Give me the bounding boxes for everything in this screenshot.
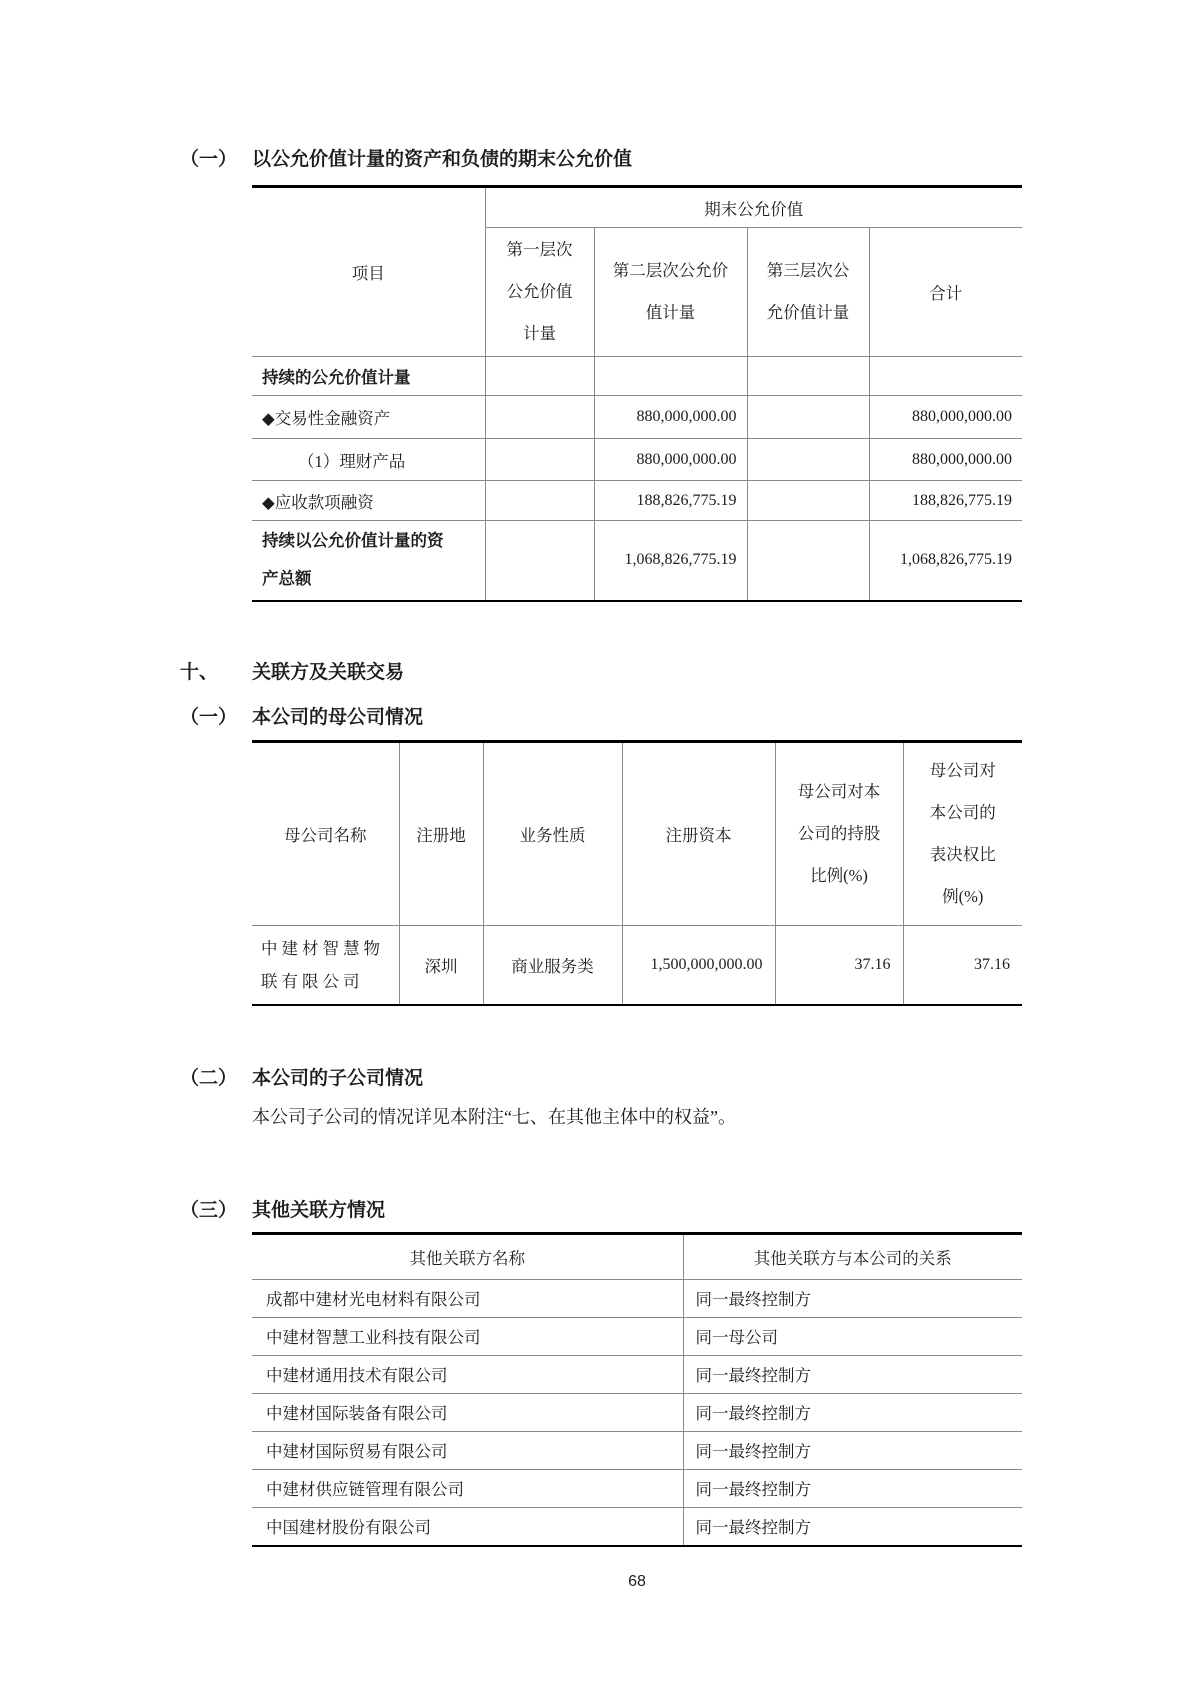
cell-level1 <box>485 439 594 481</box>
cell-level1 <box>485 396 594 439</box>
table-header-row <box>252 187 1022 228</box>
row-label: ◆交易性金融资产 <box>252 396 485 439</box>
cell-related-party-name: 中建材国际装备有限公司 <box>252 1393 683 1431</box>
page-number: 68 <box>628 1572 646 1590</box>
section-title: 关联方及关联交易 <box>252 661 405 683</box>
table-header-row <box>252 1233 1022 1279</box>
cell-related-party-name: 中建材供应链管理有限公司 <box>252 1469 683 1507</box>
section-title: 其他关联方情况 <box>252 1199 386 1221</box>
cell-level1 <box>485 481 594 521</box>
cell-level2: 880,000,000.00 <box>594 396 747 439</box>
header-level2: 第二层次公允价 值计量 <box>594 228 747 357</box>
cell-level2 <box>594 357 747 396</box>
table-row <box>252 925 1022 1005</box>
cell-related-party-name: 成都中建材光电材料有限公司 <box>252 1279 683 1317</box>
cell-level3 <box>747 521 869 601</box>
section-label: （二） <box>180 1067 238 1089</box>
section-label: （三） <box>180 1199 238 1221</box>
cell-relationship: 同一最终控制方 <box>683 1279 1022 1317</box>
table-row <box>252 439 1022 481</box>
section-label: 十、 <box>180 661 219 683</box>
section-heading-parent-company <box>180 705 1200 731</box>
header-level3: 第三层次公 允价值计量 <box>747 228 869 357</box>
subsidiaries-note-text: 本公司子公司的情况详见本附注“七、在其他主体中的权益”。 <box>252 1106 736 1127</box>
cell-registration-place: 深圳 <box>399 925 483 1005</box>
cell-relationship: 同一最终控制方 <box>683 1469 1022 1507</box>
cell-total: 1,068,826,775.19 <box>869 521 1022 601</box>
table-header-row <box>252 741 1022 925</box>
cell-level2: 1,068,826,775.19 <box>594 521 747 601</box>
header-business-nature: 业务性质 <box>483 741 622 925</box>
header-registration-place: 注册地 <box>399 741 483 925</box>
header-parent-name: 母公司名称 <box>252 741 399 925</box>
cell-voting-ratio: 37.16 <box>903 925 1022 1005</box>
table-row <box>252 481 1022 521</box>
cell-registered-capital: 1,500,000,000.00 <box>622 925 775 1005</box>
cell-shareholding-ratio: 37.16 <box>775 925 903 1005</box>
section-heading-related-parties <box>180 660 1200 686</box>
table-row-total <box>252 521 1022 601</box>
header-shareholding-ratio: 母公司对本 公司的持股 比例(%) <box>775 741 903 925</box>
cell-total: 880,000,000.00 <box>869 439 1022 481</box>
cell-related-party-name: 中国建材股份有限公司 <box>252 1507 683 1546</box>
cell-level3 <box>747 357 869 396</box>
section-title: 以公允价值计量的资产和负债的期末公允价值 <box>252 149 633 170</box>
cell-relationship: 同一母公司 <box>683 1317 1022 1355</box>
cell-parent-name: 中建材智慧物 联有限公司 <box>261 938 384 991</box>
table-row <box>252 1279 1022 1317</box>
header-voting-ratio: 母公司对 本公司的 表决权比 例(%) <box>903 741 1022 925</box>
cell-total: 188,826,775.19 <box>869 481 1022 521</box>
table-row <box>252 1355 1022 1393</box>
cell-total: 880,000,000.00 <box>869 396 1022 439</box>
cell-level1 <box>485 521 594 601</box>
cell-relationship: 同一最终控制方 <box>683 1431 1022 1469</box>
cell-relationship: 同一最终控制方 <box>683 1355 1022 1393</box>
table-row <box>252 1431 1022 1469</box>
section-label: （一） <box>180 706 238 728</box>
cell-related-party-name: 中建材智慧工业科技有限公司 <box>252 1317 683 1355</box>
table-row <box>252 1469 1022 1507</box>
fair-value-table <box>252 185 1022 602</box>
header-level1: 第一层次 公允价值 计量 <box>485 228 594 357</box>
cell-related-party-name: 中建材通用技术有限公司 <box>252 1355 683 1393</box>
row-label: 持续的公允价值计量 <box>252 357 485 396</box>
section-title: 本公司的子公司情况 <box>252 1067 424 1089</box>
cell-level3 <box>747 396 869 439</box>
cell-total <box>869 357 1022 396</box>
table-row <box>252 357 1022 396</box>
header-item: 项目 <box>351 264 385 283</box>
cell-business-nature: 商业服务类 <box>483 925 622 1005</box>
header-total: 合计 <box>869 228 1022 357</box>
header-relationship: 其他关联方与本公司的关系 <box>683 1233 1022 1279</box>
cell-level2: 880,000,000.00 <box>594 439 747 481</box>
parent-company-table <box>252 740 1022 1006</box>
cell-level3 <box>747 481 869 521</box>
header-registered-capital: 注册资本 <box>622 741 775 925</box>
cell-relationship: 同一最终控制方 <box>683 1507 1022 1546</box>
row-label: （1）理财产品 <box>252 439 485 481</box>
header-group-period-end-fair-value: 期末公允价值 <box>485 187 1022 228</box>
row-label: 持续以公允价值计量的资 产总额 <box>252 521 485 601</box>
cell-level3 <box>747 439 869 481</box>
table-row <box>252 1507 1022 1546</box>
section-heading-subsidiaries <box>180 1066 1200 1092</box>
section-heading-other-related-parties <box>180 1198 1200 1224</box>
section-heading-fair-value <box>180 147 1200 173</box>
section-label: （一） <box>180 149 238 170</box>
cell-related-party-name: 中建材国际贸易有限公司 <box>252 1431 683 1469</box>
cell-level2: 188,826,775.19 <box>594 481 747 521</box>
cell-relationship: 同一最终控制方 <box>683 1393 1022 1431</box>
table-row <box>252 1393 1022 1431</box>
cell-level1 <box>485 357 594 396</box>
table-row <box>252 1317 1022 1355</box>
other-related-parties-table <box>252 1232 1022 1547</box>
header-related-party-name: 其他关联方名称 <box>252 1233 683 1279</box>
row-label: ◆应收款项融资 <box>252 481 485 521</box>
table-row <box>252 396 1022 439</box>
section-title: 本公司的母公司情况 <box>252 706 424 728</box>
